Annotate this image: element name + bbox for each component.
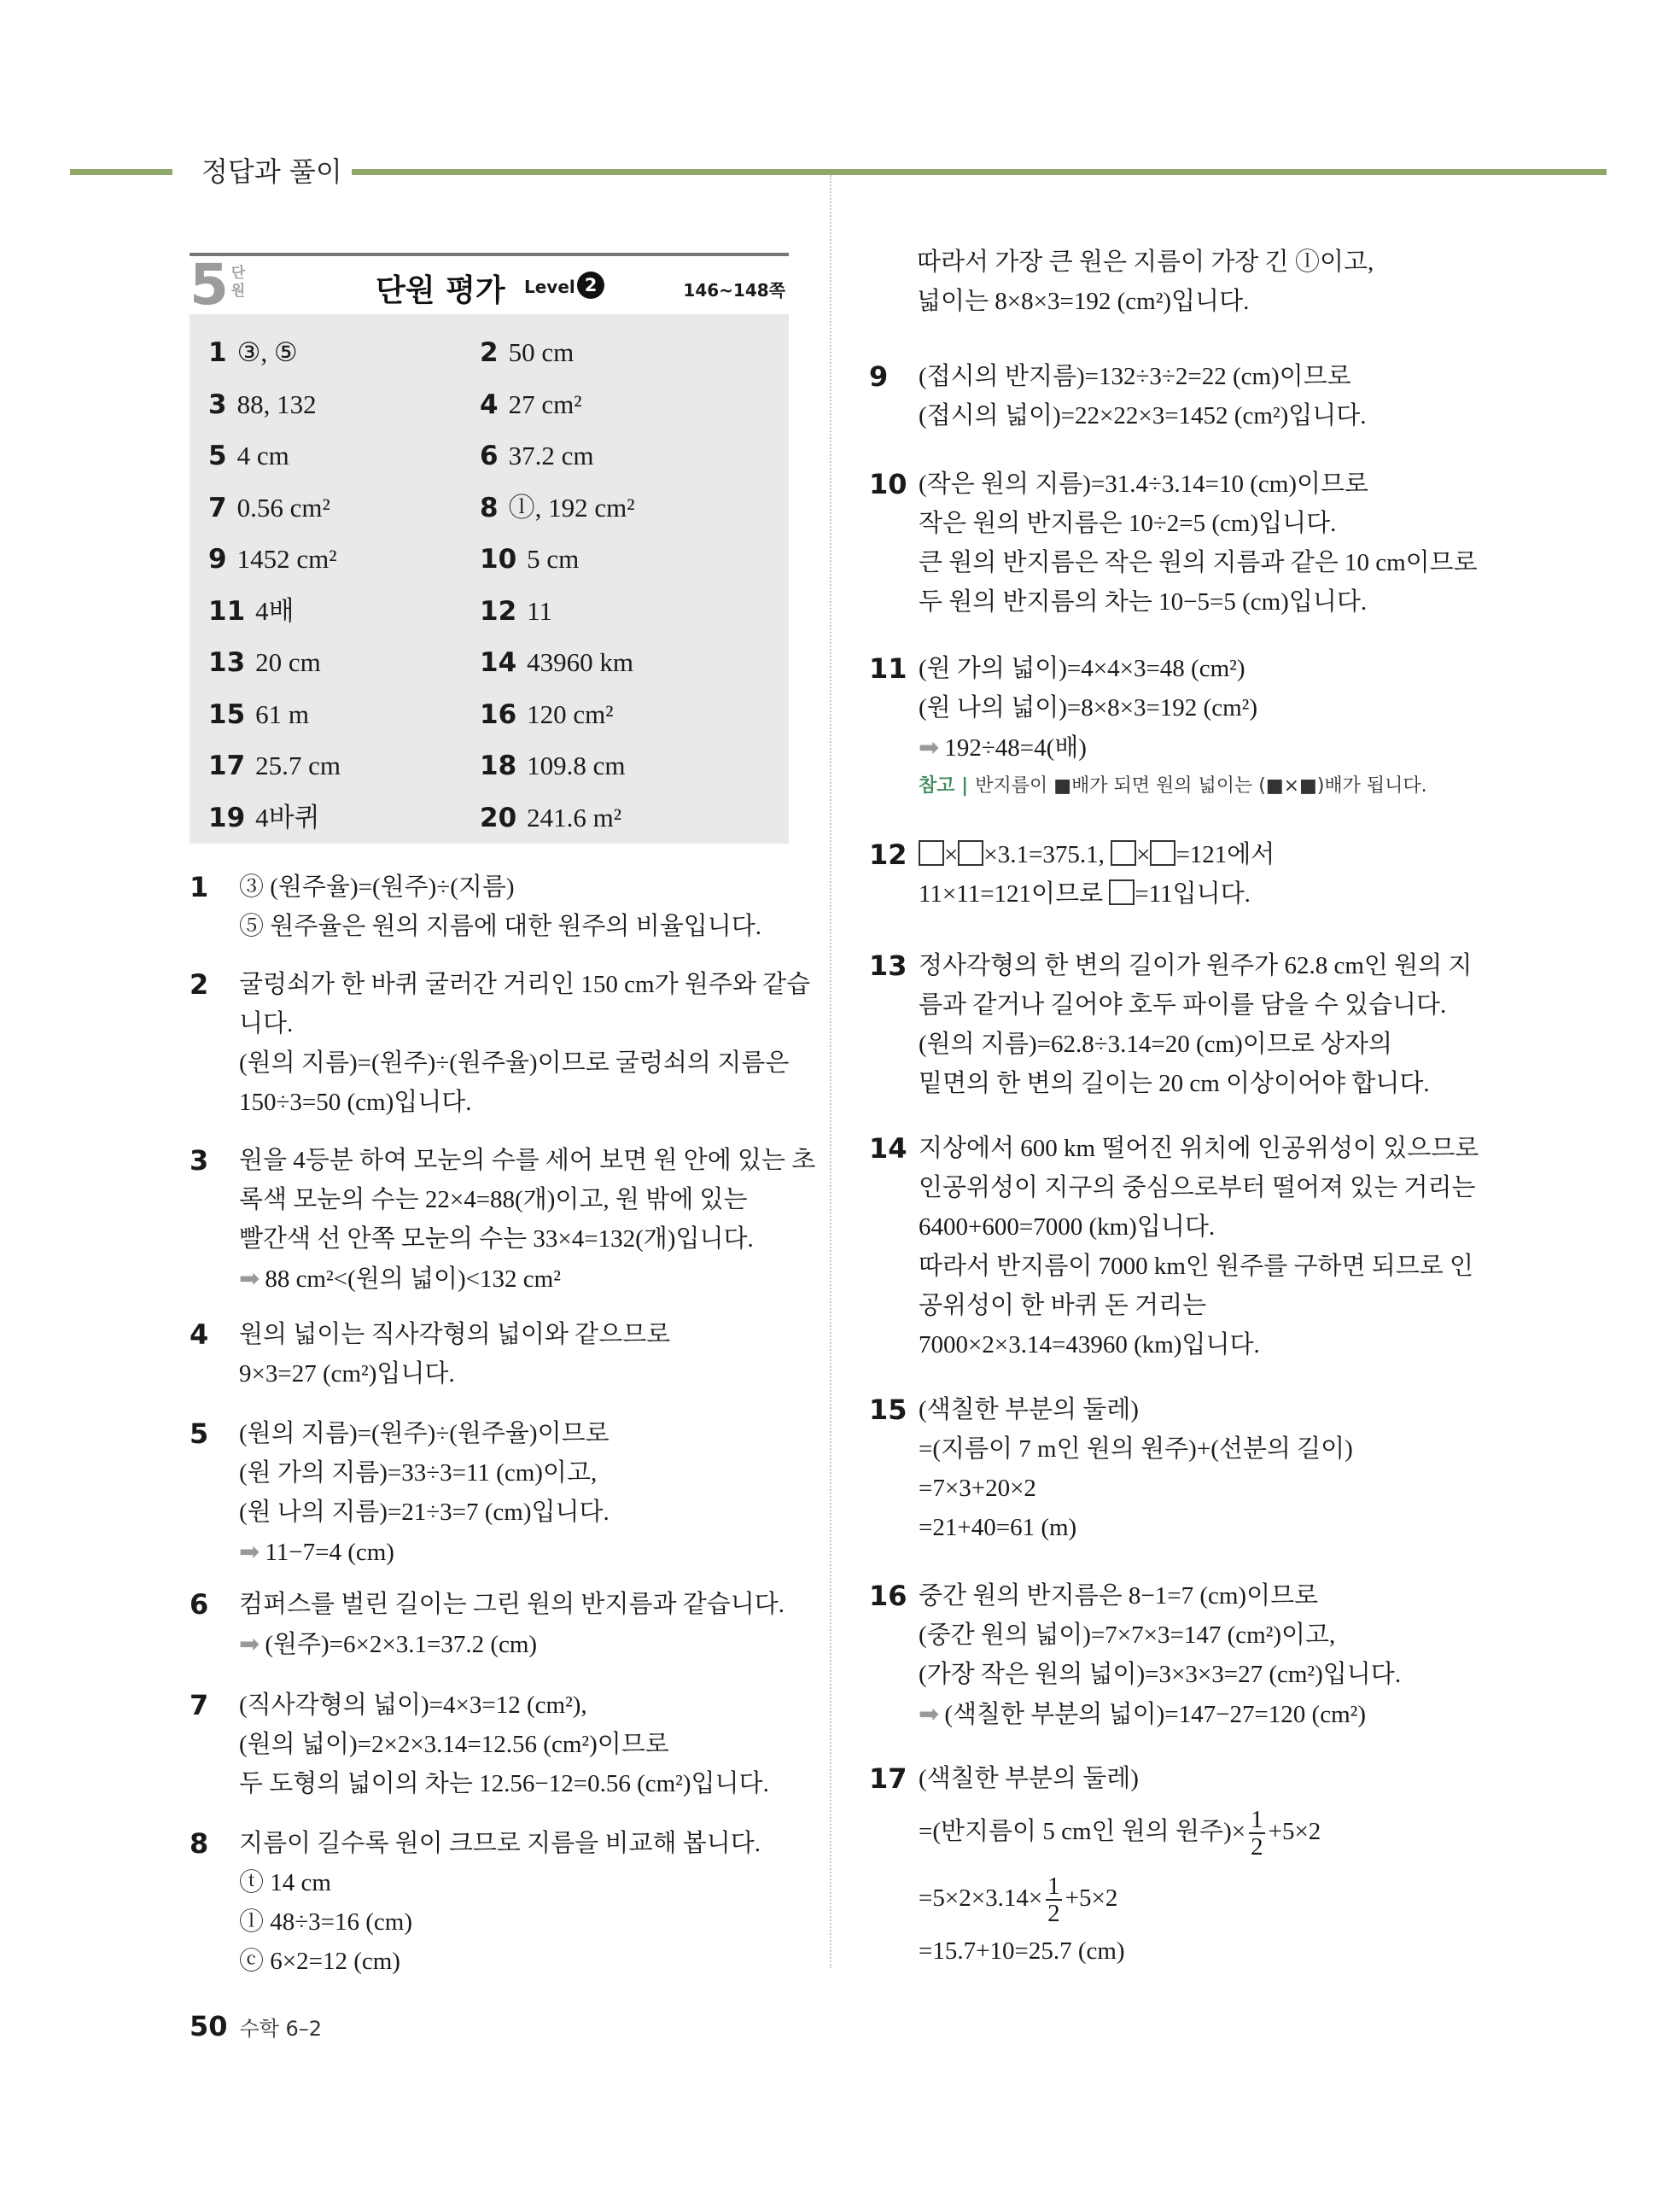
answer-value: 4바퀴 bbox=[255, 802, 320, 833]
solution-line: (원 가의 지름)=33÷3=11 (cm)이고, bbox=[239, 1459, 598, 1487]
solution-result-line bbox=[919, 1694, 1401, 1733]
solution-line: (색칠한 부분의 둘레) bbox=[919, 1396, 1139, 1423]
answer-value: 109.8 cm bbox=[527, 751, 626, 780]
solution-line: ⓛ 48÷3=16 (cm) bbox=[239, 1908, 413, 1936]
solution-line: 큰 원의 반지름은 작은 원의 지름과 같은 10 cm이므로 bbox=[919, 549, 1478, 576]
answer-number: 9 bbox=[208, 544, 227, 575]
fraction bbox=[1046, 1873, 1062, 1926]
blank-box bbox=[1150, 840, 1175, 866]
solution-line: 밑면의 한 변의 길이는 20 cm 이상이어야 합니다. bbox=[919, 1070, 1430, 1097]
answer-value: 88, 132 bbox=[236, 389, 317, 419]
reference-note bbox=[919, 767, 1427, 806]
solution-line: 원의 넓이는 직사각형의 넓이와 같으므로 bbox=[239, 1321, 671, 1348]
answer-value: 4배 bbox=[255, 595, 295, 626]
solution-number: 7 bbox=[190, 1689, 209, 1721]
solution-line: (원 나의 넓이)=8×8×3=192 (cm²) bbox=[919, 694, 1257, 722]
answer-number: 2 bbox=[480, 337, 499, 368]
answer-item bbox=[480, 380, 582, 429]
fraction bbox=[1249, 1807, 1265, 1860]
unit-number: 5 bbox=[190, 252, 229, 318]
solution-line: 두 도형의 넓이의 차는 12.56−12=0.56 (cm²)입니다. bbox=[239, 1770, 769, 1797]
answer-value: 1452 cm² bbox=[236, 544, 337, 574]
solution-number: 4 bbox=[190, 1318, 209, 1351]
solution-number: 14 bbox=[869, 1132, 907, 1165]
solution-line: 작은 원의 반지름은 10÷2=5 (cm)입니다. bbox=[919, 510, 1337, 537]
unit-label-1: 단 bbox=[230, 265, 246, 282]
solution-line: (원의 넓이)=2×2×3.14=12.56 (cm²)이므로 bbox=[239, 1731, 669, 1758]
solution-result-line bbox=[239, 1532, 610, 1571]
arrow-icon: ➡ bbox=[239, 1629, 260, 1658]
answer-item bbox=[480, 638, 633, 687]
answer-value: 241.6 m² bbox=[527, 802, 622, 833]
solution-number: 15 bbox=[869, 1393, 907, 1426]
header-rule-left bbox=[70, 169, 172, 175]
answer-value: 5 cm bbox=[527, 544, 580, 574]
solution-line: (색칠한 부분의 둘레) bbox=[919, 1765, 1139, 1792]
unit-label bbox=[229, 265, 248, 301]
solution-line: =21+40=61 (m) bbox=[919, 1514, 1077, 1541]
answer-item bbox=[480, 587, 552, 636]
solution-line: (원의 지름)=(원주)÷(원주율)이므로 bbox=[239, 1420, 610, 1447]
solution-number: 6 bbox=[190, 1588, 209, 1621]
solution-line: 따라서 반지름이 7000 km인 원주를 구하면 되므로 인 bbox=[919, 1253, 1474, 1280]
answer-number: 18 bbox=[480, 751, 517, 781]
text-part: 11×11=121이므로 bbox=[919, 880, 1110, 908]
answer-value: 11 bbox=[527, 595, 552, 626]
solution-line: 지상에서 600 km 떨어진 위치에 인공위성이 있으므로 bbox=[919, 1135, 1479, 1162]
answer-number: 3 bbox=[208, 389, 227, 420]
answer-summary-header bbox=[190, 252, 789, 318]
answer-value: 61 m bbox=[255, 698, 310, 729]
solution-line: 지름이 길수록 원이 크므로 지름을 비교해 봅니다. bbox=[239, 1830, 761, 1857]
note-tag: 참고 | bbox=[919, 775, 969, 797]
answer-item bbox=[480, 431, 593, 481]
solution-line: ⓣ 14 cm bbox=[239, 1869, 331, 1896]
solution-number: 10 bbox=[869, 468, 907, 500]
solution-number: 12 bbox=[869, 838, 907, 871]
answer-number: 8 bbox=[480, 492, 499, 523]
level-badge: 2 bbox=[577, 272, 604, 299]
solution-result-line bbox=[239, 1624, 785, 1663]
solution-number: 17 bbox=[869, 1762, 907, 1795]
answer-value: 4 cm bbox=[236, 441, 289, 470]
answer-value: 0.56 cm² bbox=[236, 492, 330, 523]
header-rule-right bbox=[352, 169, 1607, 175]
answer-value: 43960 km bbox=[527, 647, 634, 677]
solution-line: 니다. bbox=[239, 1010, 294, 1037]
fraction-denominator: 2 bbox=[1047, 1900, 1060, 1928]
column-divider bbox=[830, 175, 831, 1968]
summary-title: 단원 평가 bbox=[376, 273, 505, 308]
answer-value: 25.7 cm bbox=[255, 751, 341, 780]
blank-box bbox=[1109, 879, 1135, 905]
solution-line: (직사각형의 넓이)=4×3=12 (cm²), bbox=[239, 1691, 587, 1719]
solution-line: ⑤ 원주율은 원의 지름에 대한 원주의 비율입니다. bbox=[239, 913, 762, 940]
solution-line: (중간 원의 넓이)=7×7×3=147 (cm²)이고, bbox=[919, 1621, 1336, 1649]
answer-number: 12 bbox=[480, 595, 517, 627]
answer-number: 19 bbox=[208, 802, 246, 833]
text-part: +5×2 bbox=[1065, 1884, 1118, 1912]
answer-item bbox=[480, 483, 635, 533]
solution-line: 9×3=27 (cm²)입니다. bbox=[239, 1360, 455, 1388]
text-part: × bbox=[1136, 841, 1151, 868]
solution-line: (작은 원의 지름)=31.4÷3.14=10 (cm)이므로 bbox=[919, 470, 1369, 498]
answer-number: 20 bbox=[480, 802, 517, 833]
answer-value: 37.2 cm bbox=[508, 441, 594, 470]
solution-line: (원의 지름)=62.8÷3.14=20 (cm)이므로 상자의 bbox=[919, 1031, 1393, 1058]
solution-line: 150÷3=50 (cm)입니다. bbox=[239, 1089, 472, 1116]
solution-number: 16 bbox=[869, 1580, 907, 1612]
solution-line bbox=[919, 1798, 1321, 1865]
answer-value: 50 cm bbox=[508, 337, 575, 367]
answer-number: 4 bbox=[480, 389, 499, 420]
solution-line: (접시의 반지름)=132÷3÷2=22 (cm)이므로 bbox=[919, 363, 1351, 390]
solution-line: ⓒ 6×2=12 (cm) bbox=[239, 1948, 400, 1975]
solution-line: (원 나의 지름)=21÷3=7 (cm)입니다. bbox=[239, 1499, 610, 1526]
solution-line bbox=[919, 1865, 1321, 1931]
answer-number: 14 bbox=[480, 647, 517, 678]
answer-item bbox=[480, 741, 626, 791]
answer-number: 1 bbox=[208, 337, 227, 368]
answer-item bbox=[208, 793, 320, 843]
answer-number: 6 bbox=[480, 441, 499, 471]
fraction-denominator: 2 bbox=[1251, 1833, 1263, 1861]
result-text: 88 cm²<(원의 넓이)<132 cm² bbox=[265, 1265, 561, 1293]
arrow-icon: ➡ bbox=[919, 733, 940, 762]
solution-result-line bbox=[239, 1259, 815, 1298]
solution-number: 2 bbox=[190, 968, 209, 1001]
answer-number: 15 bbox=[208, 698, 246, 730]
solution-number: 11 bbox=[869, 652, 907, 685]
arrow-icon: ➡ bbox=[239, 1537, 260, 1566]
blank-box bbox=[958, 840, 983, 866]
text-part: ×3.1=375.1, bbox=[983, 841, 1111, 868]
solution-line: 정사각형의 한 변의 길이가 원주가 62.8 cm인 원의 지 bbox=[919, 952, 1473, 979]
text-part: +5×2 bbox=[1268, 1818, 1321, 1845]
solution-line: 인공위성이 지구의 중심으로부터 떨어져 있는 거리는 bbox=[919, 1174, 1476, 1201]
solution-line: =(지름이 7 m인 원의 원주)+(선분의 길이) bbox=[919, 1435, 1353, 1463]
solution-line: ③ (원주율)=(원주)÷(지름) bbox=[239, 873, 515, 901]
solution-line: 록색 모눈의 수는 22×4=88(개)이고, 원 밖에 있는 bbox=[239, 1186, 748, 1213]
result-text: (원주)=6×2×3.1=37.2 (cm) bbox=[265, 1631, 538, 1658]
page-number: 50 bbox=[190, 2010, 228, 2042]
answer-item bbox=[208, 638, 321, 687]
result-text: (색칠한 부분의 넓이)=147−27=120 (cm²) bbox=[944, 1701, 1366, 1728]
answer-number: 16 bbox=[480, 698, 517, 730]
solution-line: 두 원의 반지름의 차는 10−5=5 (cm)입니다. bbox=[919, 588, 1368, 616]
page-header-title: 정답과 풀이 bbox=[201, 155, 342, 188]
fraction-numerator: 1 bbox=[1251, 1806, 1263, 1834]
answer-item bbox=[480, 535, 579, 584]
answer-value: ⓛ, 192 cm² bbox=[508, 492, 635, 523]
solution-line: (원의 지름)=(원주)÷(원주율)이므로 굴렁쇠의 지름은 bbox=[239, 1049, 790, 1077]
result-text: 192÷48=4(배) bbox=[944, 734, 1087, 762]
text-part: =11입니다. bbox=[1135, 880, 1251, 908]
fraction-numerator: 1 bbox=[1047, 1873, 1060, 1901]
solution-line: (접시의 넓이)=22×22×3=1452 (cm²)입니다. bbox=[919, 402, 1367, 429]
answer-value: 20 cm bbox=[255, 647, 321, 677]
text-part: =(반지름이 5 cm인 원의 원주)× bbox=[919, 1818, 1246, 1845]
answer-number: 7 bbox=[208, 492, 227, 523]
answer-number: 11 bbox=[208, 595, 246, 627]
answer-item bbox=[480, 328, 574, 377]
answer-value: 120 cm² bbox=[527, 698, 614, 729]
text-part: =5×2×3.14× bbox=[919, 1884, 1043, 1912]
solution-line: 원을 4등분 하여 모눈의 수를 세어 보면 원 안에 있는 초 bbox=[239, 1147, 816, 1174]
solution-line: (원 가의 넓이)=4×4×3=48 (cm²) bbox=[919, 655, 1245, 682]
arrow-icon: ➡ bbox=[239, 1264, 260, 1293]
blank-box bbox=[1111, 840, 1136, 866]
solution-number: 8 bbox=[190, 1827, 209, 1860]
answer-item bbox=[208, 690, 309, 739]
answer-item bbox=[208, 328, 298, 377]
answer-item bbox=[480, 793, 621, 843]
blank-box bbox=[919, 840, 944, 866]
solution-number: 13 bbox=[869, 949, 907, 982]
answer-item bbox=[208, 483, 330, 533]
page-range: 146~148쪽 bbox=[683, 280, 785, 301]
solution-number: 3 bbox=[190, 1144, 209, 1177]
solution-number: 5 bbox=[190, 1417, 209, 1450]
solution-line: 6400+600=7000 (km)입니다. bbox=[919, 1213, 1216, 1241]
page-header bbox=[70, 150, 1607, 193]
answer-item bbox=[208, 535, 337, 584]
answer-summary-box bbox=[190, 253, 789, 844]
answer-number: 5 bbox=[208, 441, 227, 471]
book-title: 수학 6–2 bbox=[239, 2017, 323, 2041]
solution-line bbox=[919, 835, 1275, 874]
solution-line: =7×3+20×2 bbox=[919, 1475, 1036, 1502]
answer-number: 13 bbox=[208, 647, 246, 678]
solution-number: 9 bbox=[869, 360, 889, 393]
answer-value: 27 cm² bbox=[508, 389, 582, 419]
solution-number: 1 bbox=[190, 871, 209, 903]
solution-result-line bbox=[919, 727, 1427, 767]
solution-line bbox=[919, 874, 1275, 914]
result-text: 11−7=4 (cm) bbox=[265, 1539, 394, 1566]
answer-item bbox=[208, 587, 295, 636]
note-text: 반지름이 ■배가 되면 원의 넓이는 (■×■)배가 됩니다. bbox=[975, 775, 1427, 797]
level-label: Level bbox=[524, 277, 575, 297]
answer-number: 10 bbox=[480, 544, 517, 575]
solution-line: 공위성이 한 바퀴 돈 거리는 bbox=[919, 1292, 1207, 1319]
solution-line: 컴퍼스를 벌린 길이는 그린 원의 반지름과 같습니다. bbox=[239, 1591, 785, 1618]
solution-line: (가장 작은 원의 넓이)=3×3×3=27 (cm²)입니다. bbox=[919, 1661, 1402, 1688]
answer-item bbox=[208, 741, 341, 791]
answer-item bbox=[208, 380, 317, 429]
solution-line: 빨간색 선 안쪽 모눈의 수는 33×4=132(개)입니다. bbox=[239, 1225, 754, 1253]
solution-line: =15.7+10=25.7 (cm) bbox=[919, 1937, 1125, 1965]
solution-line: 굴렁쇠가 한 바퀴 굴러간 거리인 150 cm가 원주와 같습 bbox=[239, 971, 811, 998]
solution-line: 중간 원의 반지름은 8−1=7 (cm)이므로 bbox=[919, 1582, 1319, 1610]
answer-number: 17 bbox=[208, 751, 246, 781]
answer-item bbox=[208, 431, 289, 481]
solution-line: 름과 같거나 길어야 호두 파이를 담을 수 있습니다. bbox=[919, 991, 1447, 1019]
text-part: =121에서 bbox=[1175, 841, 1275, 868]
solution-line: 넓이는 8×8×3=192 (cm²)입니다. bbox=[917, 288, 1250, 315]
page-footer bbox=[190, 2010, 322, 2042]
solution-line: 7000×2×3.14=43960 (km)입니다. bbox=[919, 1331, 1260, 1358]
text-part: × bbox=[944, 841, 959, 868]
answer-item bbox=[480, 690, 614, 739]
answer-value: ③, ⑤ bbox=[236, 337, 298, 367]
arrow-icon: ➡ bbox=[919, 1699, 940, 1728]
unit-label-2: 원 bbox=[230, 283, 246, 300]
solution-line: 따라서 가장 큰 원은 지름이 가장 긴 ⓛ이고, bbox=[917, 248, 1374, 276]
